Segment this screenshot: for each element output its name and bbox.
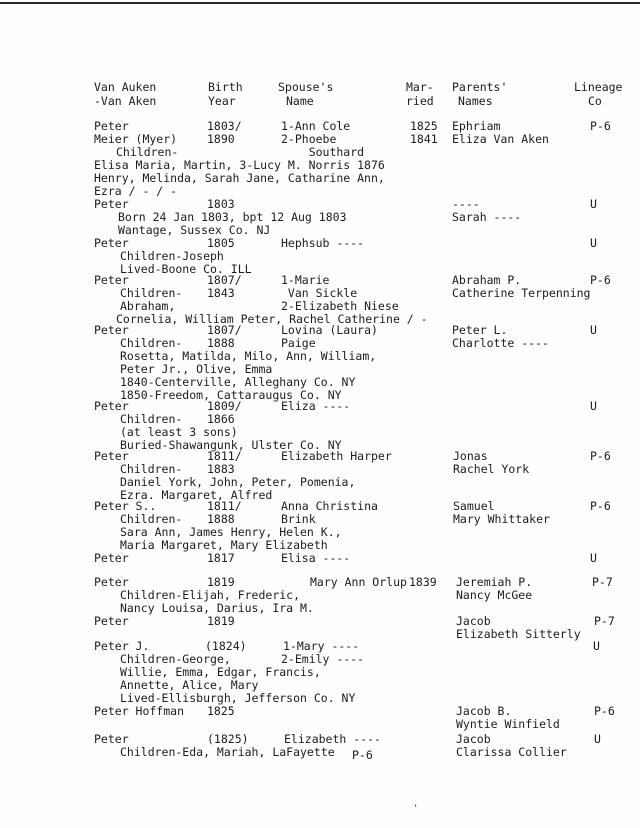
header-lineage-code: [574, 80, 622, 108]
header-col1-line1: Van Auken: [94, 80, 157, 94]
entry-lineage: P-6: [590, 449, 611, 463]
entry-parents: Jacob: [456, 732, 491, 746]
entry-spouse: 1-Mary ----: [283, 639, 360, 653]
entry-lineage: U: [594, 732, 601, 746]
entry-married: 1825: [410, 119, 438, 133]
entry-name: Children-: [120, 336, 183, 350]
entry-name: Peter Hoffman: [94, 704, 185, 718]
entry-spouse: Paige: [281, 336, 316, 350]
entry-birth: 1890: [207, 132, 235, 146]
entry-birth: 1819: [207, 575, 235, 589]
entry-name: Sara Ann, James Henry, Helen K.,: [120, 525, 342, 539]
entry-name: 1850-Freedom, Cattaraugus Co. NY: [120, 388, 342, 402]
entry-lineage: P-7: [594, 614, 615, 628]
entry-spouse: 2-Emily ----: [281, 652, 365, 666]
entry-name: Maria Margaret, Mary Elizabeth: [120, 538, 328, 552]
entry-spouse: 1-Marie: [281, 273, 330, 287]
entry-name: Cornelia, William Peter, Rachel Catherine / -: [116, 312, 428, 326]
entry-birth: 1805: [207, 236, 235, 250]
header-col6-line1: Lineage: [574, 80, 623, 94]
entry-name: Abraham,: [120, 299, 176, 313]
entry-name: Nancy Louisa, Darius, Ira M.: [120, 601, 314, 615]
entry-name: Peter: [94, 575, 129, 589]
entry-lineage: U: [590, 551, 597, 565]
entry-lineage: P-6: [594, 704, 615, 718]
entry-lineage: P-6: [590, 119, 611, 133]
entry-spouse: Elizabeth Harper: [281, 449, 392, 463]
entry-birth: (1825): [207, 732, 249, 746]
page-number: P-6: [352, 748, 373, 762]
entry-lineage: U: [590, 399, 597, 413]
entry-name: Children-Elijah, Frederic,: [120, 588, 301, 602]
entry-name: Peter: [94, 614, 129, 628]
entry-birth: 1803/: [207, 119, 242, 133]
entry-parents: Catherine Terpenning: [452, 286, 591, 300]
entry-birth: 1817: [207, 551, 235, 565]
entry-name: Children-George,: [120, 652, 231, 666]
entry-parents: Mary Whittaker: [453, 512, 550, 526]
header-col2-line2: Year: [208, 94, 236, 108]
entry-name: Children-Eda, Mariah, LaFayette: [120, 745, 335, 759]
entry-parents: Samuel: [453, 499, 495, 513]
entry-name: Children-: [116, 145, 179, 159]
entry-name: Elisa Maria, Martin, 3-Lucy M. Norris 1876: [94, 158, 385, 172]
entry-lineage: U: [590, 323, 597, 337]
header-col5-line1: Parents': [452, 80, 508, 94]
entry-lineage: P-7: [592, 575, 613, 589]
entry-name: Daniel York, John, Peter, Pomenia,: [120, 475, 356, 489]
entry-name: Peter S..: [94, 499, 157, 513]
header-birth-year: [208, 80, 243, 108]
entry-spouse: Elizabeth ----: [284, 732, 381, 746]
entry-name: Henry, Melinda, Sarah Jane, Catharine Ann,: [94, 171, 385, 185]
entry-parents: Jeremiah P.: [456, 575, 533, 589]
entry-parents: ----: [452, 197, 480, 211]
entry-parents: Peter L.: [452, 323, 508, 337]
header-parents-names: [452, 80, 507, 108]
header-married: [406, 80, 434, 108]
entry-spouse: Elisa ----: [281, 551, 351, 565]
header-col3-line2: Name: [286, 94, 314, 108]
header-van-auken: [94, 80, 156, 108]
entry-birth: 1888: [207, 512, 235, 526]
entry-name: Wantage, Sussex Co. NJ: [118, 223, 271, 237]
top-border-line: [0, 2, 640, 4]
entry-name: Peter: [94, 399, 129, 413]
entry-lineage: P-6: [590, 273, 611, 287]
entry-name: Children-: [120, 412, 183, 426]
entry-spouse: Brink: [281, 512, 316, 526]
entry-name: Peter Jr., Olive, Emma: [120, 362, 273, 376]
entry-birth: 1883: [207, 462, 235, 476]
entry-birth: 1807/: [207, 273, 242, 287]
entry-birth: 1807/: [207, 323, 242, 337]
entry-name: Ezra. Margaret, Alfred: [120, 488, 273, 502]
entry-parents: Jonas: [453, 449, 488, 463]
header-spouse-name: [278, 80, 333, 108]
entry-spouse: Southard: [281, 145, 365, 159]
entry-parents: Jacob B.: [456, 704, 512, 718]
entry-lineage: U: [590, 197, 597, 211]
entry-name: Lived-Ellisburgh, Jefferson Co. NY: [120, 691, 356, 705]
entry-name: Peter: [94, 732, 129, 746]
entry-parents: Charlotte ----: [452, 336, 549, 350]
entry-lineage: U: [590, 236, 597, 250]
entry-birth: 1825: [207, 704, 235, 718]
entry-spouse: Lovina (Laura): [281, 323, 378, 337]
entry-birth: 1888: [207, 336, 235, 350]
entry-birth: 1819: [207, 614, 235, 628]
entry-spouse: Anna Christina: [281, 499, 378, 513]
entry-spouse: Van Sickle: [281, 286, 358, 300]
entry-birth: 1803: [207, 197, 235, 211]
entry-name: Peter: [94, 551, 129, 565]
header-col1-line2: -Van Aken: [94, 94, 157, 108]
entry-parents: Jacob: [456, 614, 491, 628]
entry-married: 1841: [410, 132, 438, 146]
entry-married: 1839: [409, 575, 437, 589]
entry-name: Children-: [120, 462, 183, 476]
entry-parents: Ephriam: [452, 119, 501, 133]
entry-name: Children-: [120, 512, 183, 526]
scan-mark: ': [413, 804, 419, 814]
entry-parents: Elizabeth Sitterly: [456, 627, 581, 641]
entry-birth: 1811/: [207, 449, 242, 463]
header-col5-line2: Names: [458, 94, 493, 108]
entry-name: Peter J.: [94, 639, 150, 653]
entry-birth: 1811/: [207, 499, 242, 513]
entry-name: (at least 3 sons): [120, 425, 238, 439]
entry-spouse: 1-Ann Cole: [281, 119, 351, 133]
entry-name: Lived-Boone Co. ILL: [120, 262, 252, 276]
header-col3-line1: Spouse's: [278, 80, 334, 94]
entry-name: Peter: [94, 197, 129, 211]
entry-name: Rosetta, Matilda, Milo, Ann, William,: [120, 349, 377, 363]
header-col2-line1: Birth: [208, 80, 243, 94]
entry-name: Children-: [120, 286, 183, 300]
entry-name: Willie, Emma, Edgar, Francis,: [120, 665, 321, 679]
header-col4-line2: ried: [406, 94, 434, 108]
entry-parents: Eliza Van Aken: [452, 132, 549, 146]
header-col6-line2: Co: [588, 94, 602, 108]
entry-name: Buried-Shawangunk, Ulster Co. NY: [120, 438, 342, 452]
entry-parents: Nancy McGee: [456, 588, 533, 602]
entry-parents: Clarissa Collier: [456, 745, 567, 759]
entry-lineage: P-6: [590, 499, 611, 513]
entry-name: Children-Joseph: [120, 249, 224, 263]
entry-birth: 1843: [207, 286, 235, 300]
entry-name: Peter: [94, 273, 129, 287]
entry-parents: Rachel York: [453, 462, 530, 476]
entry-spouse: 2-Phoebe: [281, 132, 337, 146]
header-col4-line1: Mar-: [406, 80, 434, 94]
entry-parents: Abraham P.: [452, 273, 522, 287]
entry-name: Peter: [94, 323, 129, 337]
entry-spouse: 2-Elizabeth Niese: [281, 299, 399, 313]
entry-name: Ezra / - / -: [94, 184, 178, 198]
entry-birth: 1809/: [207, 399, 242, 413]
entry-name: Peter: [94, 236, 129, 250]
entry-name: Annette, Alice, Mary: [120, 678, 259, 692]
entry-name: Peter: [94, 119, 129, 133]
entry-spouse: Eliza ----: [281, 399, 351, 413]
entry-spouse: Mary Ann Orlup: [310, 575, 407, 589]
entry-name: 1840-Centerville, Alleghany Co. NY: [120, 375, 356, 389]
entry-lineage: U: [593, 639, 600, 653]
entry-name: Peter: [94, 449, 129, 463]
entry-spouse: Hephsub ----: [281, 236, 365, 250]
entry-birth: (1824): [205, 639, 247, 653]
entry-birth: 1866: [207, 412, 235, 426]
entry-parents: Sarah ----: [452, 210, 522, 224]
entry-name: Born 24 Jan 1803, bpt 12 Aug 1803: [118, 210, 347, 224]
entry-name: Meier (Myer): [94, 132, 178, 146]
entry-parents: Wyntie Winfield: [456, 717, 560, 731]
